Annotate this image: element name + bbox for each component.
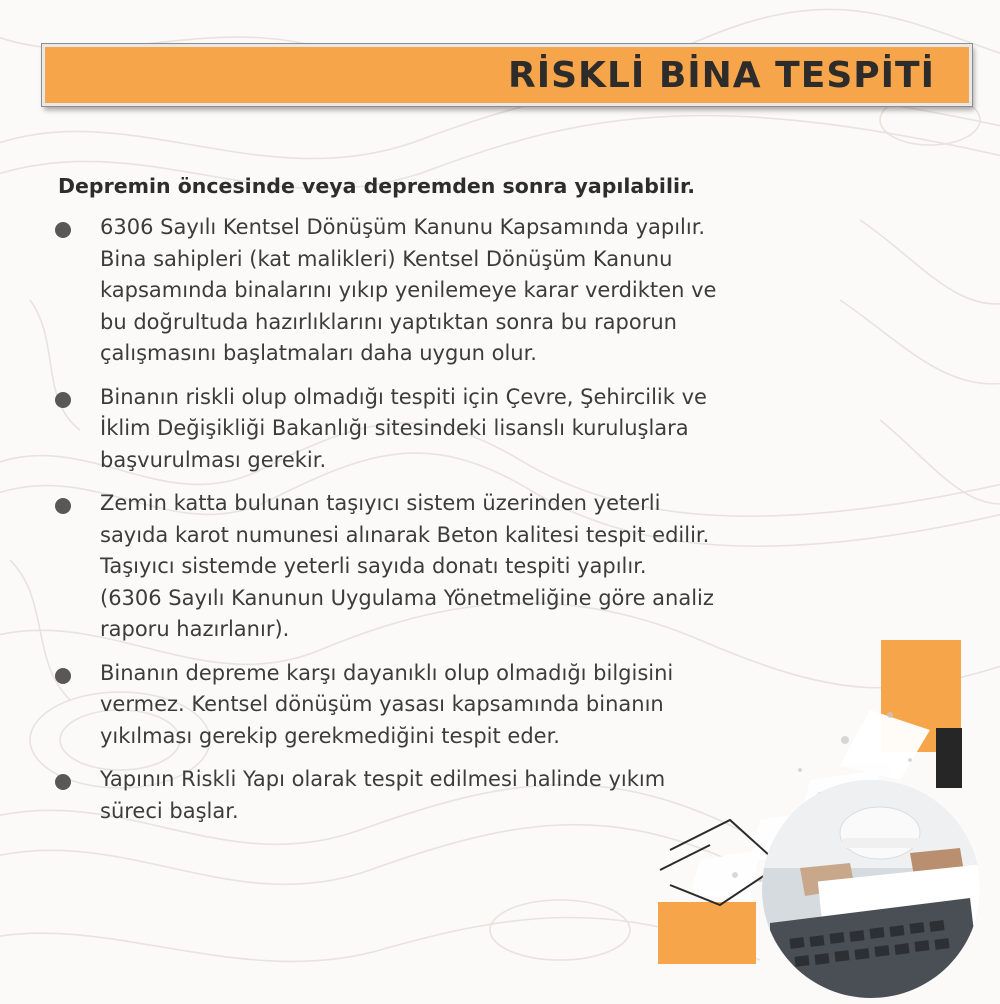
bullet-dot-icon (55, 392, 71, 408)
bullet-item (52, 382, 872, 477)
bullet-line: vermez. Kentsel dönüşüm yasası kapsamında binanın (100, 692, 664, 716)
bullet-dot-icon (55, 774, 71, 790)
bullet-line: süreci başlar. (100, 798, 239, 823)
bullet-line: Binanın depreme karşı dayanıklı olup olmadığı bilgisini (100, 660, 674, 685)
bullet-line: Zemin katta bulunan taşıyıcı sistem üzerinden yeterli (100, 491, 661, 515)
bullet-line: Yapının Riskli Yapı olarak tespit edilmesi halinde yıkım (100, 767, 666, 791)
page-title: RİSKLİ BİNA TESPİTİ (508, 55, 935, 96)
bullet-dot-icon (55, 668, 71, 684)
bullet-line: Bina sahipleri (kat malikleri) Kentsel Dönüşüm Kanunu (100, 246, 673, 271)
bullet-line: (6306 Sayılı Kanunun Uygulama Yönetmeliğine göre analiz (100, 585, 714, 610)
photo-engineers-laptop (760, 778, 982, 1000)
bullet-text (100, 212, 872, 370)
bullet-text (100, 382, 872, 477)
bullet-line: bu doğrultuda hazırlıklarını yaptıktan sonra bu raporun (100, 309, 677, 334)
bullet-item (52, 212, 872, 370)
bullet-line: başvurulması gerekir. (100, 447, 327, 472)
bullet-line: raporu hazırlanır). (100, 617, 290, 641)
bullet-item (52, 488, 872, 646)
bullet-line: kapsamında binalarını yıkıp yenilemeye karar verdikten ve (100, 278, 717, 302)
bullet-line: yıkılması gerekip gerekmediğini tespit eder. (100, 723, 560, 748)
bullet-dot-icon (55, 222, 71, 238)
bullet-dot-icon (55, 498, 71, 514)
bullet-line: 6306 Sayılı Kentsel Dönüşüm Kanunu Kapsamında yapılır. (100, 215, 706, 239)
bullet-line: İklim Değişikliği Bakanlığı sitesindeki lisanslı kuruluşlara (100, 416, 689, 440)
title-banner (42, 44, 972, 106)
intro-text: Depremin öncesinde veya depremden sonra yapılabilir. (58, 174, 695, 198)
bullet-text (100, 488, 872, 646)
bullet-line: Taşıyıcı sistemde yeterli sayıda donatı tespiti yapılır. (100, 554, 647, 578)
bullet-line: çalışmasını başlatmaları daha uygun olur. (100, 341, 537, 365)
bullet-line: Binanın riskli olup olmadığı tespiti için Çevre, Şehircilik ve (100, 384, 707, 409)
bullet-line: sayıda karot numunesi alınarak Beton kalitesi tespit edilir. (100, 522, 710, 547)
